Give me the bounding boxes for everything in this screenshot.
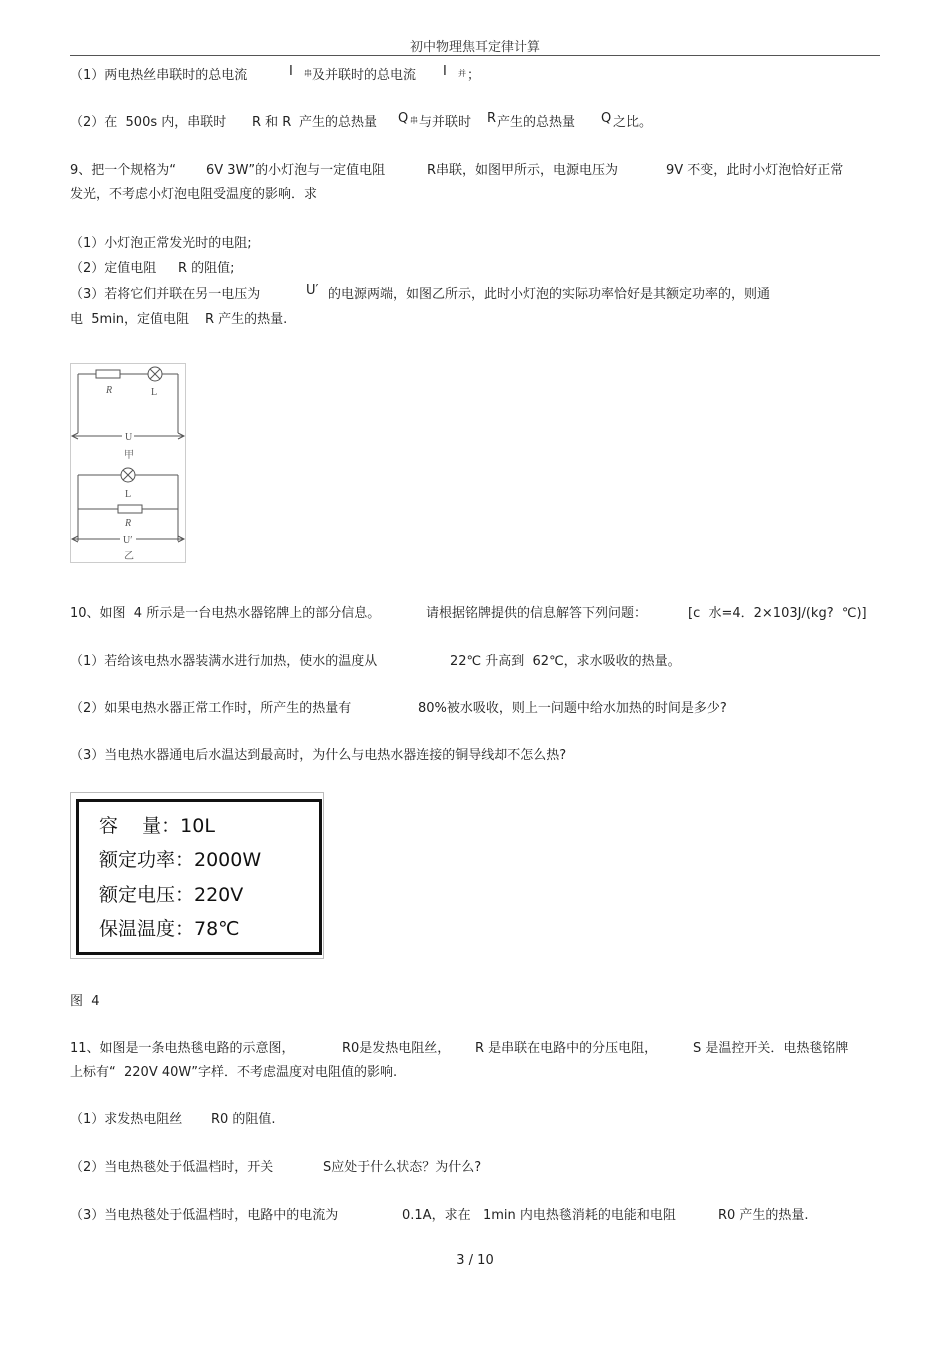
q9-sub3: （3）若将它们并联在另一电压为 U′ 的电源两端，如图乙所示，此时小灯泡的实际功率恰好是其额定功率的，则通 [70, 283, 771, 302]
nameplate-power: 额定功率：2000W [99, 849, 262, 871]
q9-sub2: （2）定值电阻 R 的阻值; [70, 261, 235, 276]
q11-sub1: （1）求发热电阻丝 R0 的阻值. [70, 1112, 276, 1127]
resistor-symbol [118, 505, 142, 513]
label-yi: 乙 [124, 551, 134, 562]
label-l: L [151, 387, 158, 398]
resistor-symbol [96, 370, 120, 378]
nameplate-temp: 保温温度：78℃ [99, 918, 240, 940]
q11-sub3: （3）当电热毯处于低温档时，电路中的电流为 0.1A，求在 1min 内电热毯消耗的电能和电阻 R0 产生的热量. [70, 1208, 809, 1223]
page-header: 初中物理焦耳定律计算 [409, 40, 540, 55]
label-r2: R [125, 518, 132, 529]
q9-sub1: （1）小灯泡正常发光时的电阻; [70, 236, 252, 251]
q10-line1: 10、如图 4 所示是一台电热水器铭牌上的部分信息。 请根据铭牌提供的信息解答下列问题： [c 水=4．2×103J/(kg? ℃)] [70, 606, 867, 621]
label-jia: 甲 [124, 450, 134, 461]
nameplate-figure [70, 792, 324, 959]
q9-line2: 发光，不考虑小灯泡电阻受温度的影响．求 [70, 187, 318, 202]
q9-sub4: 电 5min，定值电阻 R 产生的热量. [70, 312, 288, 327]
q9-line1: 9、把一个规格为“ 6V 3W”的小灯泡与一定值电阻 R串联，如图甲所示，电源电压为 9V 不变，此时小灯泡恰好正常 [70, 163, 844, 178]
label-l2: L [125, 489, 132, 500]
q11-line1: 11、如图是一条电热毯电路的示意图， R0是发热电阻丝， R 是串联在电路中的分压电阻， S 是温控开关．电热毯铭牌 [70, 1041, 849, 1056]
nameplate-capacity: 容 量：10L [99, 815, 215, 837]
figure-caption: 图 4 [70, 994, 100, 1009]
label-r: R [106, 385, 113, 396]
label-u: U [125, 432, 133, 443]
q11-sub2: （2）当电热毯处于低温档时，开关 S应处于什么状态？为什么? [70, 1160, 482, 1175]
page-number: 3 / 10 [456, 1253, 494, 1268]
circuit-diagram [70, 363, 186, 563]
q10-sub3: （3）当电热水器通电后水温达到最高时，为什么与电热水器连接的铜导线却不怎么热? [70, 748, 567, 763]
header-rule [70, 55, 880, 56]
q8-part1: （1）两电热丝串联时的总电流 I 串 及并联时的总电流 I 并 ； [70, 64, 481, 83]
label-u2: U′ [123, 535, 133, 546]
nameplate-voltage: 额定电压：220V [99, 884, 244, 906]
nameplate-frame [76, 799, 322, 955]
q11-line2: 上标有“ 220V 40W”字样．不考虑温度对电阻值的影响. [70, 1065, 398, 1080]
circuit-frame [71, 364, 186, 563]
q10-sub2: （2）如果电热水器正常工作时，所产生的热量有 80%被水吸收，则上一问题中给水加热的时间是多少? [70, 701, 727, 716]
q10-sub1: （1）若给该电热水器装满水进行加热，使水的温度从 22℃ 升高到 62℃，求水吸收的热量。 [70, 654, 681, 669]
q8-part2: （2）在 500s 内，串联时 R 和 R 产生的总热量 Q 串 与并联时 R 产生的总热量 Q 之比。 [70, 111, 653, 130]
